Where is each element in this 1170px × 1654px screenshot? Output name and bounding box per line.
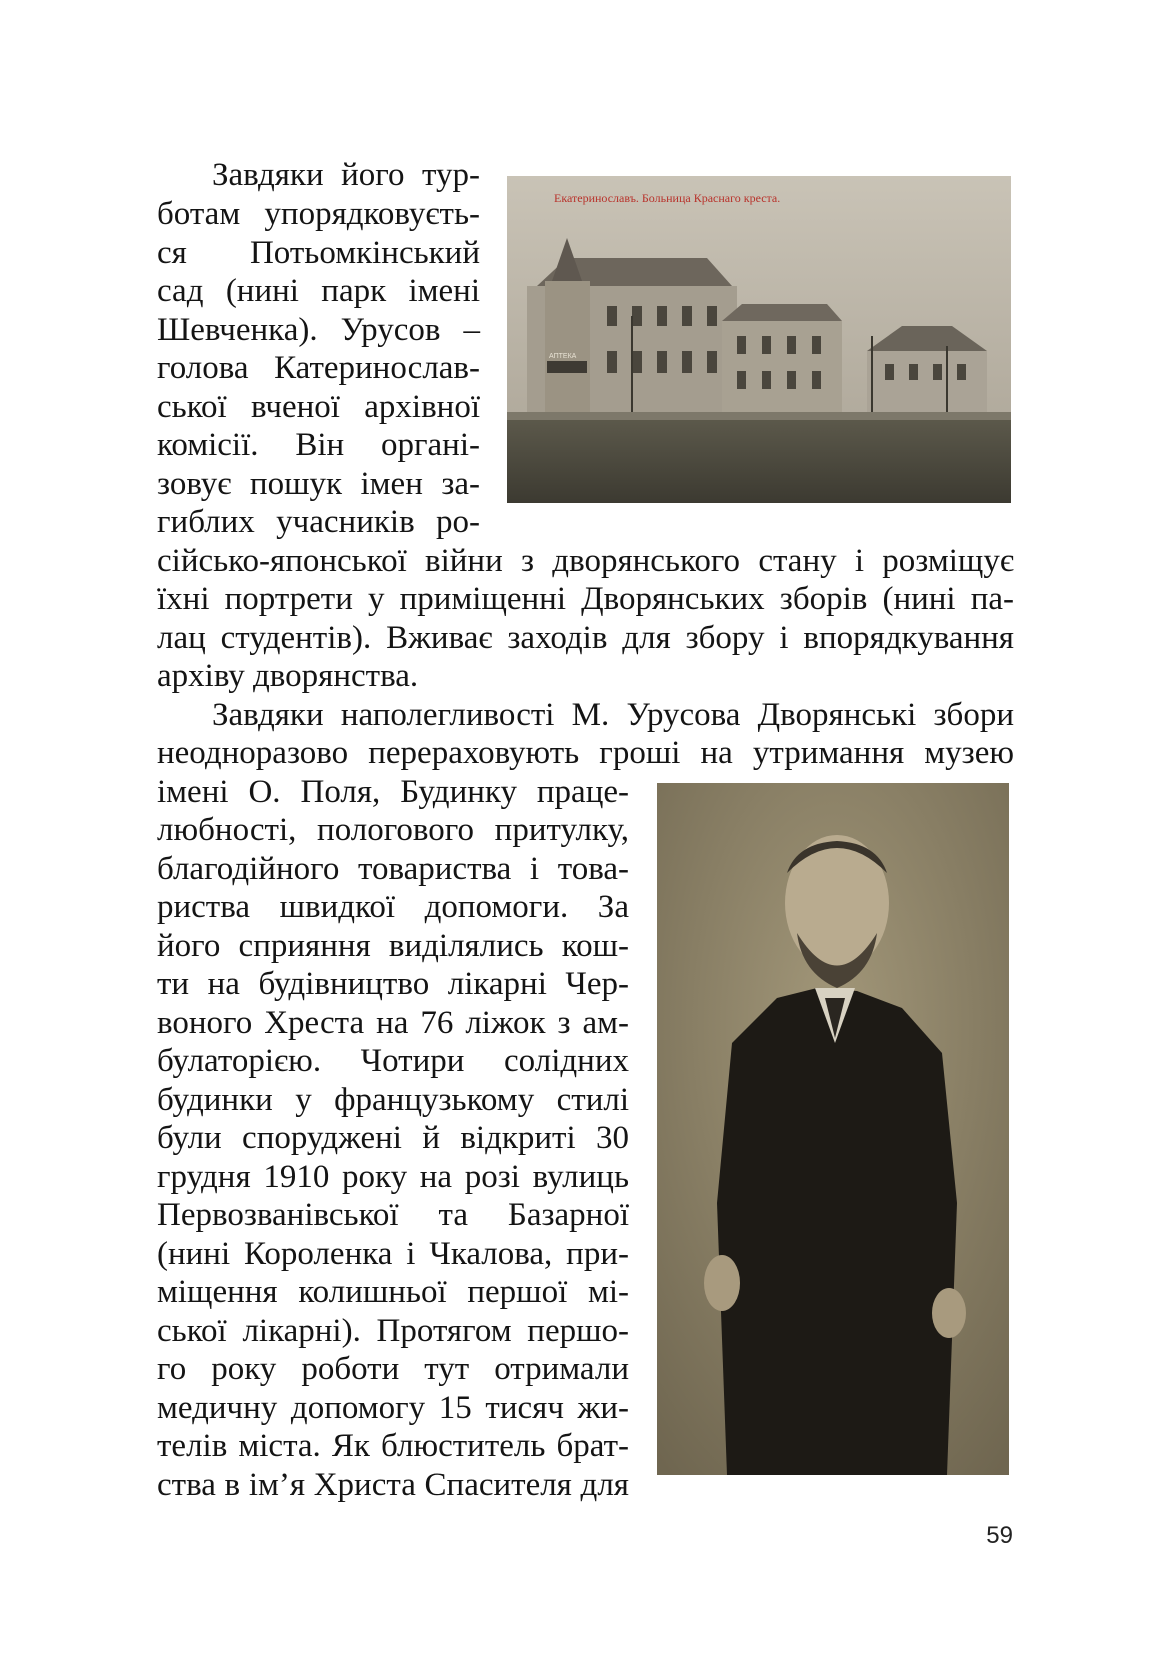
text-line: Шевченка). Урусов – bbox=[157, 312, 480, 348]
text-line: воного Хреста на 76 ліжок з ам- bbox=[157, 1005, 629, 1041]
text-line: архіву дворянства. bbox=[157, 658, 419, 694]
text-line: грудня 1910 року на розі вулиць bbox=[157, 1159, 629, 1195]
text-line: го року роботи тут отримали bbox=[157, 1351, 629, 1387]
text-line: неодноразово перераховують гроші на утримання музею bbox=[157, 735, 1014, 771]
text-line: їхні портрети у приміщенні Дворянських зборів (нині па- bbox=[157, 581, 1014, 617]
text-line: лац студентів). Вживає заходів для збору і впорядкування bbox=[157, 620, 1014, 656]
text-line: зовує пошук імен за- bbox=[157, 466, 480, 502]
text-line: сад (нині парк імені bbox=[157, 273, 480, 309]
postcard-caption: Екатеринославъ. Больница Краснаго креста. bbox=[554, 191, 781, 205]
hospital-postcard-photo bbox=[507, 176, 1011, 503]
text-line: благодійного товариства і това- bbox=[157, 851, 629, 887]
text-line: ської вченої архівної bbox=[157, 389, 480, 425]
text-line: Первозванівської та Базарної bbox=[157, 1197, 629, 1233]
text-line: міщення колишньої першої мі- bbox=[157, 1274, 629, 1310]
text-line: булаторією. Чотири солідних bbox=[157, 1043, 629, 1079]
text-line: ся Потьомкінський bbox=[157, 235, 480, 271]
text-line: комісії. Він органі- bbox=[157, 427, 480, 463]
text-line: ти на будівництво лікарні Чер- bbox=[157, 966, 629, 1002]
text-line: Завдяки наполегливості М. Урусова Дворянські збори bbox=[212, 697, 1014, 733]
page-number: 59 bbox=[986, 1522, 1013, 1549]
pharmacy-sign: АПТЕКА bbox=[549, 353, 577, 360]
text-line: Завдяки його тур- bbox=[212, 157, 480, 193]
text-line: медичну допомогу 15 тисяч жи- bbox=[157, 1390, 629, 1426]
text-line: імені О. Поля, Будинку праце- bbox=[157, 774, 629, 810]
text-line: будинки у французькому стилі bbox=[157, 1082, 629, 1118]
text-line: ської лікарні). Протягом першо- bbox=[157, 1313, 629, 1349]
text-line: ства в ім’я Христа Спасителя для bbox=[157, 1467, 629, 1503]
text-line: були споруджені й відкриті 30 bbox=[157, 1120, 629, 1156]
text-line: риства швидкої допомоги. За bbox=[157, 889, 629, 925]
text-line: голова Катеринослав- bbox=[157, 350, 480, 386]
portrait-photo bbox=[657, 783, 1009, 1475]
text-line: телів міста. Як блюститель брат- bbox=[157, 1428, 629, 1464]
text-line: сійсько-японської війни з дворянського стану і розміщує bbox=[157, 543, 1014, 579]
text-line: його сприяння виділялись кош- bbox=[157, 928, 629, 964]
text-line: любності, пологового притулку, bbox=[157, 812, 629, 848]
text-line: ботам упорядковуєть- bbox=[157, 196, 480, 232]
text-line: (нині Короленка і Чкалова, при- bbox=[157, 1236, 629, 1272]
text-line: гиблих учасників ро- bbox=[157, 504, 480, 540]
